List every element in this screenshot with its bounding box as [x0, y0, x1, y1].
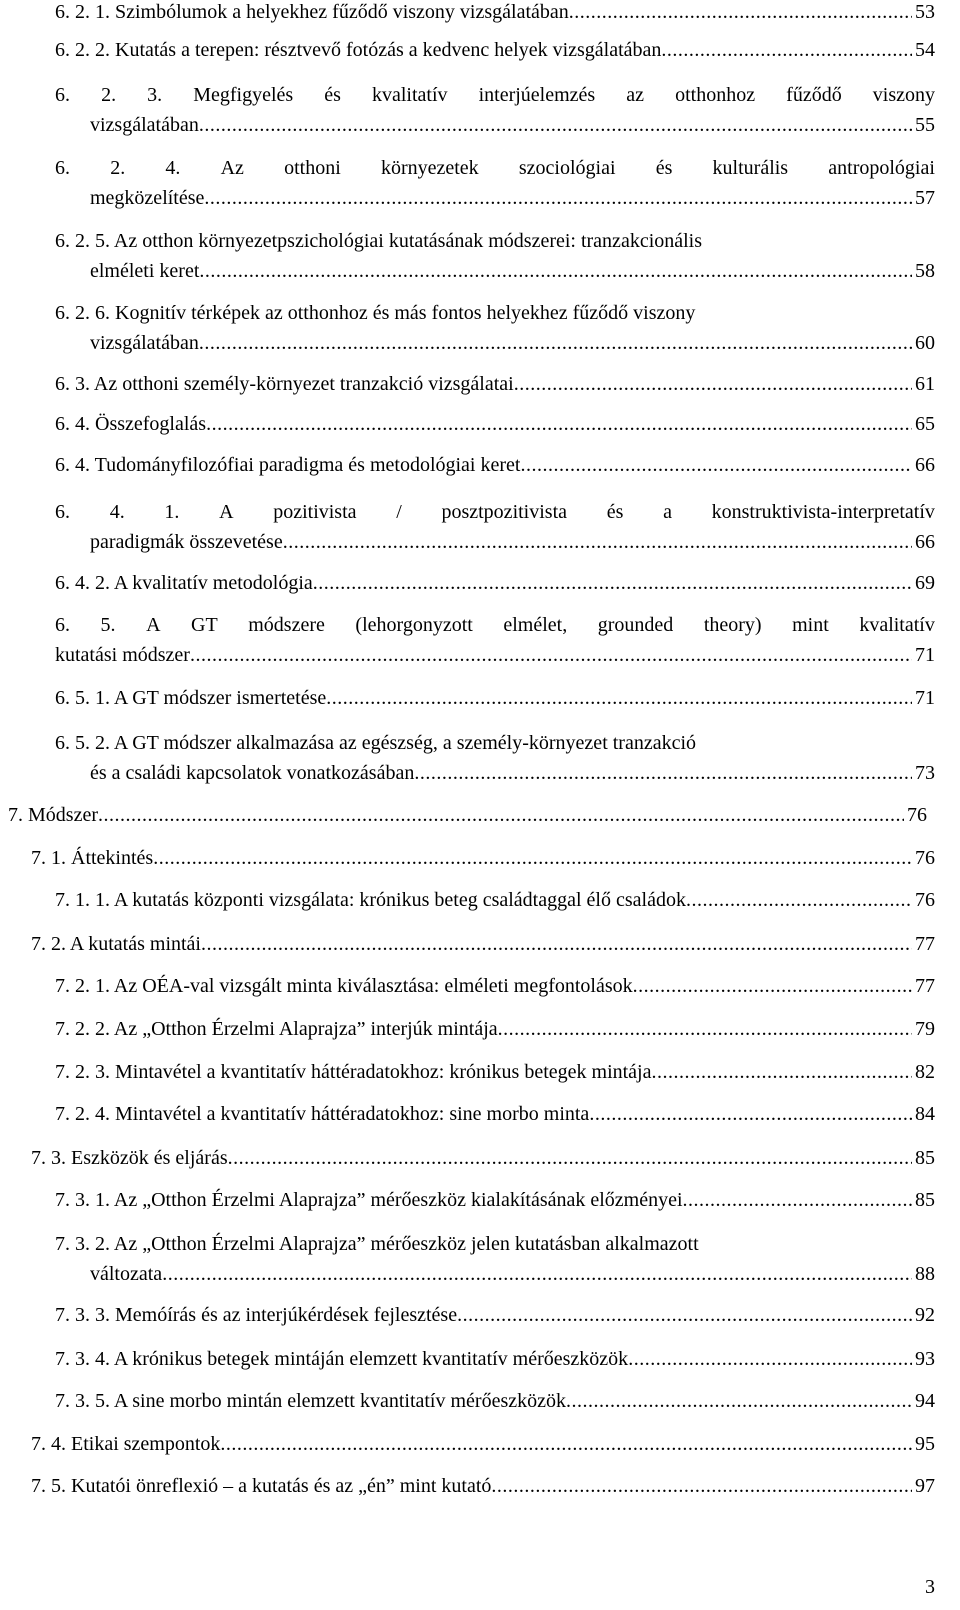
- toc-entry[interactable]: 7. 2. 1. Az OÉA-val vizsgált minta kiválasztása: elméleti megfontolások ..... 77: [55, 971, 935, 1001]
- toc-entry[interactable]: 6. 4. 2. A kvalitatív metodológia ..... 69: [55, 568, 935, 598]
- toc-entry[interactable]: 7. 2. 3. Mintavétel a kvantitatív háttéradatokhoz: krónikus betegek mintája ..... 82: [55, 1057, 935, 1087]
- toc-entry[interactable]: 7. 2. 4. Mintavétel a kvantitatív háttéradatokhoz: sine morbo minta ..... 84: [55, 1099, 935, 1129]
- toc-entry[interactable]: 7. 3. 1. Az „Otthon Érzelmi Alaprajza” mérőeszköz kialakításának előzményei ..... 85: [55, 1185, 935, 1215]
- toc-entry[interactable]: 6. 4. Összefoglalás ..... 65: [55, 409, 935, 439]
- toc-entry[interactable]: 6. 2. 4. Az otthoni környezetek szociológiai és kulturális antropológiai megközelítése ..... 57: [55, 153, 935, 213]
- page-number: 3: [925, 1576, 935, 1598]
- toc-entry[interactable]: 7. 3. 4. A krónikus betegek mintáján elemzett kvantitatív mérőeszközök ..... 93: [55, 1344, 935, 1374]
- toc-entry[interactable]: 7. 1. Áttekintés ..... 76: [31, 843, 935, 873]
- toc-entry[interactable]: 7. 3. 3. Memóírás és az interjúkérdések fejlesztése ..... 92: [55, 1300, 935, 1330]
- toc-entry[interactable]: 6. 4. 1. A pozitivista / posztpozitivista és a konstruktivista-interpretatív paradigmák összevetése ..... 66: [55, 497, 935, 557]
- toc-entry[interactable]: 7. 3. 5. A sine morbo mintán elemzett kvantitatív mérőeszközök ..... 94: [55, 1386, 935, 1416]
- toc-entry[interactable]: 7. 2. 2. Az „Otthon Érzelmi Alaprajza” interjúk mintája ..... 79: [55, 1014, 935, 1044]
- toc-entry[interactable]: 6. 2. 6. Kognitív térképek az otthonhoz és más fontos helyekhez fűződő viszony vizsgálatában ..... 60: [55, 298, 935, 358]
- toc-entry[interactable]: 7. 3. 2. Az „Otthon Érzelmi Alaprajza” mérőeszköz jelen kutatásban alkalmazott változata ..... 88: [55, 1229, 935, 1289]
- toc-entry[interactable]: 6. 2. 3. Megfigyelés és kvalitatív interjúelemzés az otthonhoz fűződő viszony vizsgálatában ..... 55: [55, 80, 935, 140]
- toc-entry[interactable]: 7. 3. Eszközök és eljárás ..... 85: [31, 1143, 935, 1173]
- toc-entry[interactable]: 6. 2. 1. Szimbólumok a helyekhez fűződő viszony vizsgálatában ..... 53: [55, 0, 935, 27]
- toc-entry[interactable]: 6. 5. 1. A GT módszer ismertetése ..... 71: [55, 683, 935, 713]
- toc-entry[interactable]: 6. 5. 2. A GT módszer alkalmazása az egészség, a személy-környezet tranzakció és a családi kapcsolatok vonatkozásában ..... 73: [55, 728, 935, 788]
- toc-entry[interactable]: 7. 2. A kutatás mintái ..... 77: [31, 929, 935, 959]
- toc-entry[interactable]: 7. 5. Kutatói önreflexió – a kutatás és az „én” mint kutató ..... 97: [31, 1471, 935, 1501]
- toc-entry[interactable]: 6. 5. A GT módszere (lehorgonyzott elmélet, grounded theory) mint kvalitatív kutatási módszer ..... 71: [55, 610, 935, 670]
- toc-entry[interactable]: 6. 3. Az otthoni személy-környezet tranzakció vizsgálatai ..... 61: [55, 369, 935, 399]
- toc-entry[interactable]: 6. 4. Tudományfilozófiai paradigma és metodológiai keret ..... 66: [55, 450, 935, 480]
- toc-entry[interactable]: 6. 2. 5. Az otthon környezetpszichológiai kutatásának módszerei: tranzakcionális elméleti keret ..... 58: [55, 226, 935, 286]
- toc-entry[interactable]: 7. 4. Etikai szempontok ..... 95: [31, 1429, 935, 1459]
- toc-entry[interactable]: 7. 1. 1. A kutatás központi vizsgálata: krónikus beteg családtaggal élő családok ..... 76: [55, 885, 935, 915]
- toc-entry[interactable]: 7. Módszer ..... 76: [8, 800, 927, 830]
- toc-entry[interactable]: 6. 2. 2. Kutatás a terepen: résztvevő fotózás a kedvenc helyek vizsgálatában ..... 54: [55, 35, 935, 65]
